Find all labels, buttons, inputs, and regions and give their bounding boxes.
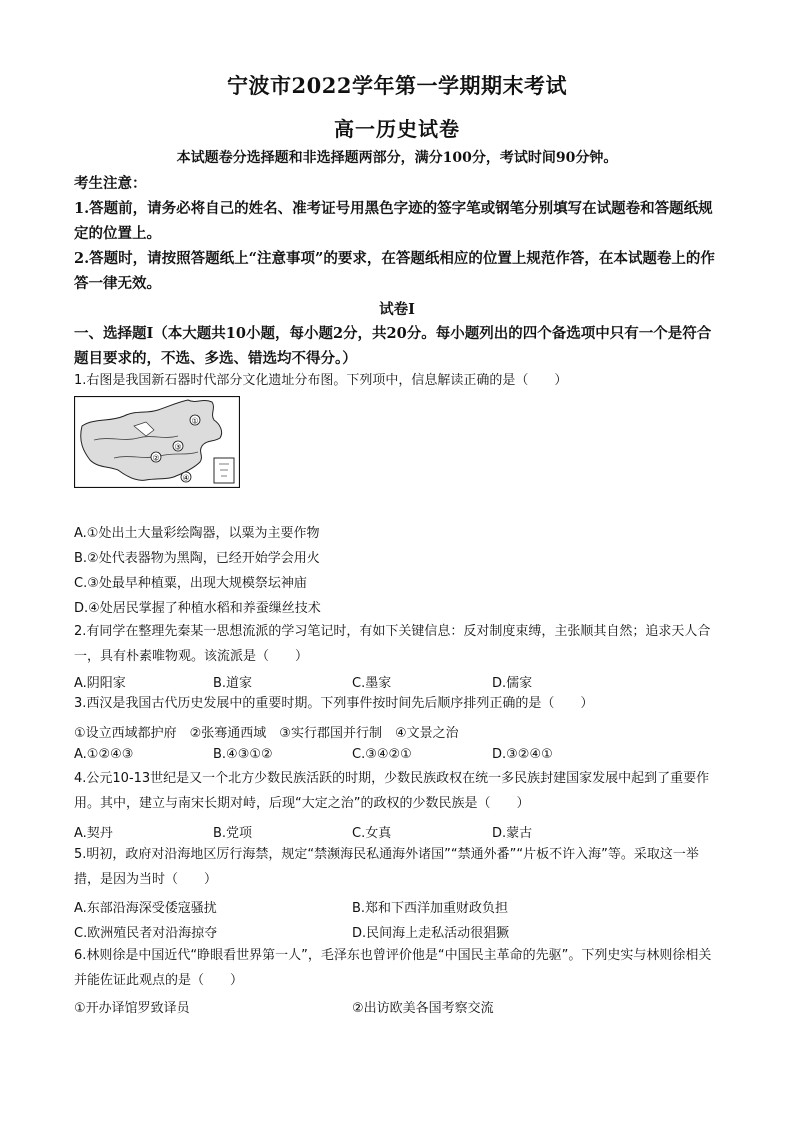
q5-option-b: B.郑和下西洋加重财政负担 [352, 901, 509, 916]
q3-events: ①设立西域都护府 ②张骞通西域 ③实行郡国并行制 ④文景之治 [74, 726, 459, 741]
neolithic-sites-map [74, 396, 240, 488]
exam-intro: 本试题卷分选择题和非选择题两部分，满分100分，考试时间90分钟。 [176, 150, 618, 166]
q6-statement-1: ①开办译馆罗致译员 [74, 1001, 190, 1016]
site-label-2: ② [152, 453, 160, 463]
notice-item-2: 2.答题时，请按照答题纸上“注意事项”的要求，在答题纸相应的位置上规范作答，在本试题卷上的作答一律无效。 [74, 250, 715, 292]
q6-statements [74, 997, 722, 1021]
q2-option-a: A.阴阳家 [74, 676, 126, 691]
q6-stem: 6.林则徐是中国近代“睁眼看世界第一人”，毛泽东也曾评价他是“中国民主革命的先驱”。下列史实与林则徐相关并能佐证此观点的是（ ） [74, 948, 712, 988]
q4-option-d: D.蒙古 [492, 826, 533, 841]
q3-option-b: B.④③①② [213, 747, 273, 762]
q4-stem: 4.公元10-13世纪是又一个北方少数民族活跃的时期，少数民族政权在统一多民族封建国家发展中起到了重要作用。其中，建立与南宋长期对峙，后现“大定之治”的政权的少数民族是（ ） [74, 771, 710, 811]
notice-heading: 考生注意： [74, 175, 147, 192]
q5-options-row1 [74, 897, 722, 921]
q5-option-a: A.东部沿海深受倭寇骚扰 [74, 901, 217, 916]
q5-option-d: D.民间海上走私活动很猖獗 [352, 926, 510, 941]
q4-option-b: B.党项 [213, 826, 253, 841]
q2-option-b: B.道家 [213, 676, 253, 691]
exam-title: 宁波市2022学年第一学期期末考试 [227, 73, 567, 98]
q1-option-a: A.①处出土大量彩绘陶器，以粟为主要作物 [74, 526, 320, 541]
q5-options-row2 [74, 922, 722, 946]
q1-option-b: B.②处代表器物为黑陶，已经开始学会用火 [74, 551, 320, 566]
q3-option-c: C.③④②① [352, 747, 412, 762]
exam-subtitle: 高一历史试卷 [334, 117, 460, 141]
q5-option-c: C.欧洲殖民者对沿海掠夺 [74, 926, 218, 941]
q3-option-d: D.③②④① [492, 747, 553, 762]
q4-option-a: A.契丹 [74, 826, 113, 841]
q1-option-c: C.③处最早种植粟，出现大规模祭坛神庙 [74, 576, 307, 591]
south-sea-inset [214, 458, 234, 483]
q2-option-d: D.儒家 [492, 676, 533, 691]
paper-one-label: 试卷Ⅰ [379, 301, 415, 318]
q6-statement-2: ②出访欧美各国考察交流 [352, 1001, 494, 1016]
notice-item-1: 1.答题前，请务必将自己的姓名、准考证号用黑色字迹的签字笔或钢笔分别填写在试题卷和答题纸规定的位置上。 [74, 200, 713, 242]
q3-stem: 3.西汉是我国古代历史发展中的重要时期。下列事件按时间先后顺序排列正确的是（ ） [74, 696, 594, 711]
q5-stem: 5.明初，政府对沿海地区厉行海禁，规定“禁濒海民私通海外诸国”“禁通外番”“片板不许入海”等。采取这一举措，是因为当时（ ） [74, 847, 699, 887]
q2-option-c: C.墨家 [352, 676, 392, 691]
site-label-3: ③ [174, 442, 182, 452]
section-heading: 一、选择题Ⅰ（本大题共10小题，每小题2分，共20分。每小题列出的四个备选项中只有一个是符合题目要求的，不选、多选、错选均不得分。） [74, 325, 712, 367]
q1-option-d: D.④处居民掌握了种植水稻和养蚕缫丝技术 [74, 601, 321, 616]
q1-stem: 1.右图是我国新石器时代部分文化遗址分布图。下列项中，信息解读正确的是（ ） [74, 373, 568, 388]
site-label-1: ① [191, 416, 199, 426]
q2-stem: 2.有同学在整理先秦某一思想流派的学习笔记时，有如下关键信息：反对制度束缚，主张顺其自然；追求天人合一，具有朴素唯物观。该流派是（ ） [74, 624, 711, 664]
q3-option-a: A.①②④③ [74, 747, 134, 762]
q4-option-c: C.女真 [352, 826, 392, 841]
site-label-4: ④ [182, 473, 190, 483]
